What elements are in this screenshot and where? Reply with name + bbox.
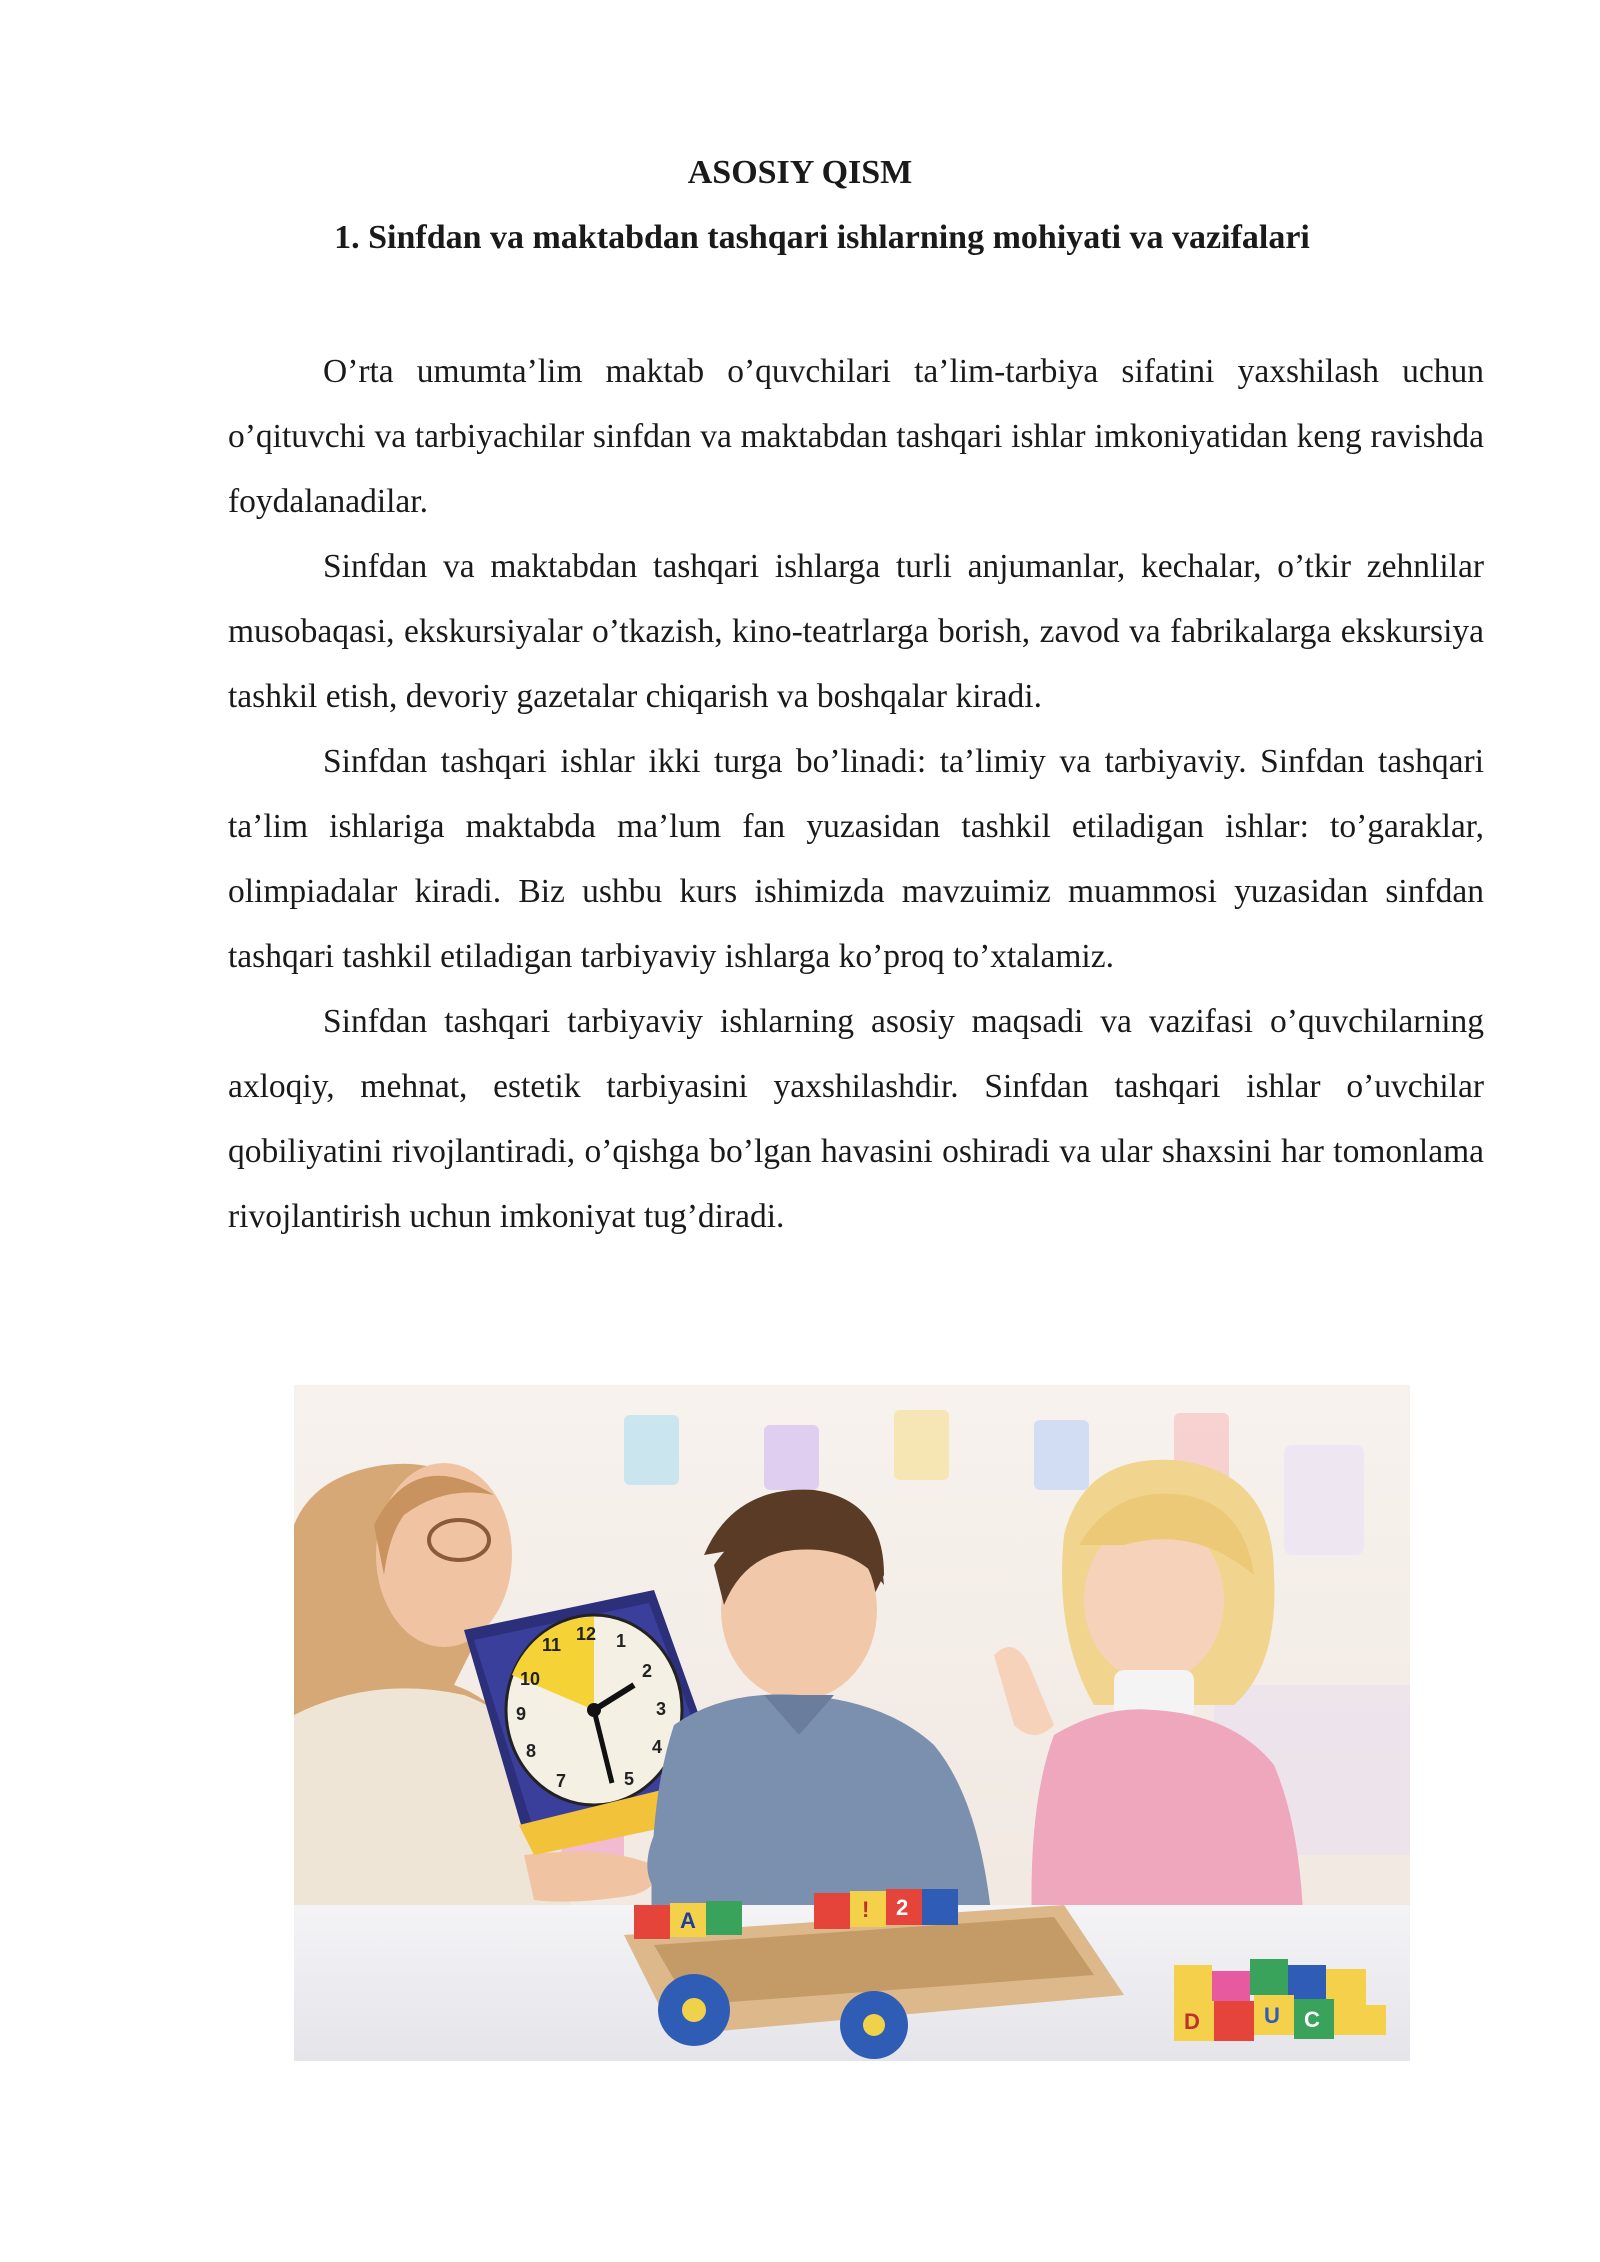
chapter-title: 1. Sinfdan va maktabdan tashqari ishlarning mohiyati va vazifalari [334, 219, 1310, 256]
section-title: ASOSIY QISM [687, 154, 913, 191]
block-letter: ! [862, 1897, 870, 1922]
classroom-illustration [294, 1385, 1410, 2061]
clock-number: 10 [520, 1669, 541, 1689]
clock-number: 5 [624, 1769, 635, 1789]
paragraph-1: O’rta umumta’lim maktab o’quvchilari ta’lim-tarbiya sifatini yaxshilash uchun o’qituvchi va tarbiyachilar sinfdan va maktabdan tashqari ishlar imkoniyatidan keng ravishda foydalanadilar. [228, 353, 1484, 520]
clock-number: 12 [576, 1624, 597, 1644]
body-text [228, 339, 1484, 1249]
clock-number: 3 [656, 1699, 667, 1719]
block-letter: 2 [896, 1895, 909, 1920]
paragraph-2: Sinfdan va maktabdan tashqari ishlarga turli anjumanlar, kechalar, o’tkir zehnlilar musobaqasi, ekskursiyalar o’tkazish, kino-teatrlarga borish, zavod va fabrikalarga ekskursiya tashkil etish, devoriy gazetalar chiqarish va boshqalar kiradi. [228, 548, 1484, 715]
block-letter: U [1264, 2003, 1280, 2028]
clock-number: 4 [652, 1737, 663, 1757]
paragraph-4: Sinfdan tashqari tarbiyaviy ishlarning asosiy maqsadi va vazifasi o’quvchilarning axloqiy, mehnat, estetik tarbiyasini yaxshilashdir. Sinfdan tashqari ishlar o’uvchilar qobiliyatini rivojlantiradi, o’qishga bo’lgan havasini oshiradi va ular shaxsini har tomonlama rivojlantirish uchun imkoniyat tug’diradi. [228, 1003, 1484, 1235]
clock-number: 9 [516, 1704, 527, 1724]
clock-number: 2 [642, 1661, 653, 1681]
clock-number: 8 [526, 1741, 537, 1761]
block-letter: C [1304, 2007, 1320, 2032]
paragraph-3: Sinfdan tashqari ishlar ikki turga bo’linadi: ta’limiy va tarbiyaviy. Sinfdan tashqari ta’lim ishlariga maktabda ma’lum fan yuzasidan tashkil etiladigan ishlar: to’garaklar, olimpiadalar kiradi. Biz ushbu kurs ishimizda mavzuimiz muammosi yuzasidan sinfdan tashqari tashkil etiladigan tarbiyaviy ishlarga ko’proq to’xtalamiz. [228, 743, 1484, 975]
clock-number: 7 [556, 1771, 567, 1791]
clock-number: 1 [616, 1631, 627, 1651]
clock-number: 11 [542, 1635, 562, 1655]
block-letter: D [1184, 2009, 1200, 2034]
block-letter: A [680, 1908, 696, 1933]
classroom-photo [294, 1385, 1410, 2061]
